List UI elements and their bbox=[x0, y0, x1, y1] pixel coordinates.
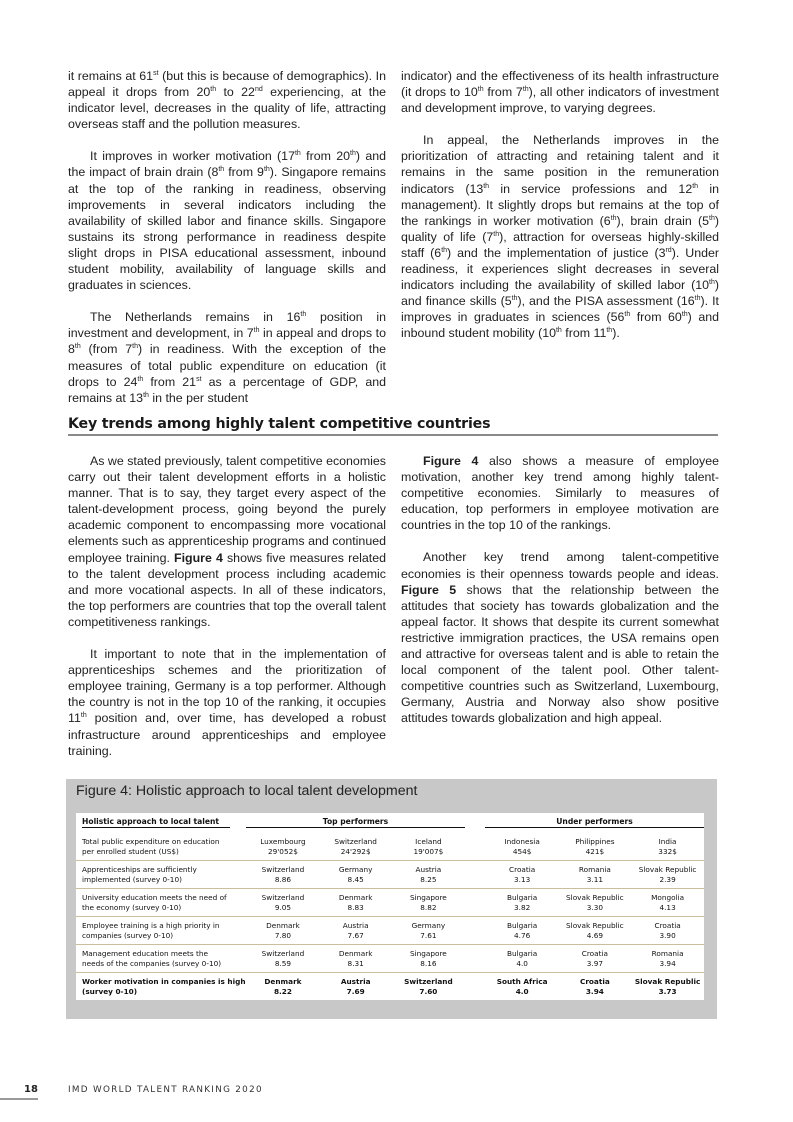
table-row bbox=[76, 944, 704, 972]
top-performer-cell: Austria 8.25 bbox=[415, 864, 442, 884]
top-performer-cell: Switzerland 7.60 bbox=[404, 976, 453, 996]
ordinal-suffix: th bbox=[624, 311, 631, 319]
ordinal-suffix: th bbox=[606, 327, 613, 335]
under-performer-cell: Croatia 3.13 bbox=[509, 864, 536, 884]
under-performer-cell: Croatia 3.97 bbox=[581, 948, 608, 968]
figure-reference: Figure 4 bbox=[174, 550, 223, 565]
under-performer-cell: Croatia 3.94 bbox=[579, 976, 610, 996]
table-row bbox=[76, 916, 704, 944]
under-performer-cell: South Africa 4.0 bbox=[496, 976, 548, 996]
page-number: 18 bbox=[24, 1084, 38, 1095]
ordinal-suffix: th bbox=[132, 343, 138, 351]
section-title: Key trends among highly talent competitive countries bbox=[68, 416, 718, 436]
top-performer-cell: Germany 7.61 bbox=[411, 920, 446, 940]
under-performer-cell: Croatia 3.90 bbox=[654, 920, 681, 940]
ordinal-suffix: th bbox=[511, 295, 518, 303]
paragraph: The Netherlands remains in 16th position in investment and development, in 7th in appeal and drops to 8th (from 7th) in readiness. With the exception of the measures of total public expenditure on education (it drops to 24th from 21st as a percentage of GDP, and remains at 13th in the per student bbox=[68, 310, 387, 405]
ordinal-suffix: st bbox=[196, 375, 202, 383]
ordinal-suffix: th bbox=[74, 343, 81, 351]
top-performer-cell: Singapore 8.16 bbox=[409, 948, 447, 968]
ordinal-suffix: th bbox=[218, 166, 225, 174]
figure-4 bbox=[66, 779, 717, 1019]
ordinal-suffix: th bbox=[143, 391, 149, 399]
under-performer-cell: Slovak Republic 2.39 bbox=[638, 864, 697, 884]
talent-table bbox=[76, 813, 704, 1000]
ordinal-suffix: nd bbox=[254, 86, 263, 94]
paragraph: Figure 4 also shows a measure of employee motivation, another key trend among highly talent-competitive economies. Similarly to measures of education, top performers in employee motivation are countries in the top 10 of the rankings. bbox=[401, 454, 719, 533]
table-row bbox=[76, 972, 704, 1000]
ordinal-suffix: th bbox=[694, 295, 701, 303]
bottom-left-column bbox=[68, 453, 386, 775]
paragraph: Another key trend among talent-competitive economies is their openness towards people and ideas. Figure 5 shows that the relationship between the attitudes that society has towards globalization and the appeal factor. It shows that despite its current somewhat restrictive immigration practices, the USA remains open and attractive for overseas talent and is able to retain the local component of the talent pool. Other talent-competitive countries such as Switzerland, Luxembourg, Germany, Austria and Norway also show positive attitudes towards globalization and high appeal. bbox=[401, 550, 719, 726]
table-row bbox=[76, 888, 704, 916]
table-header bbox=[76, 813, 704, 828]
top-performer-cell: Denmark 7.80 bbox=[266, 920, 300, 940]
under-performer-cell: Mongolia 4.13 bbox=[651, 892, 685, 912]
indicator-label: Apprenticeships are sufficiently implemented (survey 0-10) bbox=[82, 864, 197, 884]
under-performer-cell: Slovak Republic 3.73 bbox=[634, 976, 701, 996]
top-performer-cell: Denmark 8.83 bbox=[338, 892, 373, 912]
paragraph: As we stated previously, talent competitive economies carry out their talent development efforts in a holistic manner. That is to say, they target every aspect of the talent-development process, going beyond the purely academic component to encompassing more vocational elements such as apprenticeship programs and continued employee training. Figure 4 shows five measures related to the talent development process including academic and more vocational aspects. In all of these indicators, the top performers are countries that top the overall talent competitiveness rankings. bbox=[68, 454, 386, 629]
table-row bbox=[76, 860, 704, 888]
ordinal-suffix: th bbox=[477, 86, 484, 94]
ordinal-suffix: th bbox=[681, 311, 688, 319]
figure-reference: Figure 5 bbox=[401, 582, 457, 597]
table-body bbox=[76, 833, 704, 1000]
top-performer-cell: Switzerland 9.05 bbox=[261, 892, 305, 912]
top-performer-cell: Denmark 8.31 bbox=[338, 948, 373, 968]
paragraph: it remains at 61st (but this is because of demographics). In appeal it drops from 20th to 22nd experiencing, at the indicator level, decreases in the quality of life, attracting overseas staff and the pollution measures. bbox=[68, 69, 386, 132]
publication-title: IMD WORLD TALENT RANKING 2020 bbox=[68, 1085, 263, 1095]
ordinal-suffix: th bbox=[210, 86, 217, 94]
paragraph: indicator) and the effectiveness of its health infrastructure (it drops to 10th from 7th), all other indicators of investment and development improve, to varying degrees. bbox=[401, 69, 719, 116]
ordinal-suffix: th bbox=[350, 150, 356, 158]
under-performer-cell: Bulgaria 4.0 bbox=[507, 948, 538, 968]
top-performer-cell: Germany 8.45 bbox=[338, 864, 373, 884]
top-left-column bbox=[68, 68, 386, 422]
paragraph: It important to note that in the implementation of apprenticeships schemes and the prioritization of employee training, Germany is a top performer. Although the country is not in the top 10 of the ranking, it occupies 11th position and, over time, has developed a robust infrastructure around apprenticeships and employee training. bbox=[68, 647, 386, 758]
top-performer-cell: Denmark 8.22 bbox=[264, 976, 302, 996]
figure-title: Figure 4: Holistic approach to local talent development bbox=[76, 783, 418, 799]
paragraph: It improves in worker motivation (17th from 20th) and the impact of brain drain (8th from 9th). Singapore remains at the top of the ranking in readiness, observing improvements in several indicators including the availability of skilled labor and finance skills. Singapore sustains its strong performance in readiness despite slight drops in PISA educational assessment, inbound student mobility, availability of language skills and graduates in sciences. bbox=[68, 149, 386, 293]
under-performer-cell: Bulgaria 3.82 bbox=[507, 892, 538, 912]
top-performer-cell: Austria 7.67 bbox=[342, 920, 369, 940]
bottom-right-column bbox=[401, 453, 719, 743]
indicator-label: Management education meets the needs of the companies (survey 0-10) bbox=[82, 948, 222, 968]
under-performer-cell: Slovak Republic 3.30 bbox=[566, 892, 624, 912]
ordinal-suffix: th bbox=[300, 311, 307, 319]
ordinal-suffix: th bbox=[692, 182, 699, 190]
footer-rule bbox=[0, 1098, 38, 1100]
indicator-label: University education meets the need of the economy (survey 0-10) bbox=[82, 892, 227, 912]
ordinal-suffix: th bbox=[709, 214, 715, 222]
top-performer-cell: Singapore 8.82 bbox=[409, 892, 447, 912]
ordinal-suffix: th bbox=[80, 712, 87, 720]
ordinal-suffix: rd bbox=[665, 246, 672, 254]
header-top-performers: Top performers bbox=[246, 817, 465, 828]
ordinal-suffix: th bbox=[555, 327, 562, 335]
ordinal-suffix: st bbox=[153, 70, 159, 77]
indicator-label: Employee training is a high priority in companies (survey 0-10) bbox=[82, 920, 220, 940]
under-performer-cell: Romania 3.94 bbox=[651, 948, 684, 968]
ordinal-suffix: th bbox=[709, 279, 715, 287]
under-performer-cell: Slovak Republic 4.69 bbox=[566, 920, 624, 940]
top-performer-cell: Switzerland 24'292$ bbox=[334, 836, 377, 856]
top-performer-cell: Luxembourg 29'052$ bbox=[260, 836, 306, 856]
ordinal-suffix: th bbox=[610, 214, 617, 222]
ordinal-suffix: th bbox=[441, 246, 448, 254]
ordinal-suffix: th bbox=[137, 375, 144, 383]
ordinal-suffix: th bbox=[493, 230, 500, 238]
paragraph: In appeal, the Netherlands improves in the prioritization of attracting and retaining talent and it remains in the same position in the remuneration indicators (13th in service professions and 12th in management). It slightly drops but remains at the top of the rankings in worker motivation (6th), brain drain (5th) quality of life (7th), attraction for overseas highly-skilled staff (6th) and the implementation of justice (3rd). Under readiness, it experiences slight decreases in several indicators including the availability of skilled labor (10th) and finance skills (5th), and the PISA assessment (16th). It improves in graduates in sciences (56th from 60th) and inbound student mobility (10th from 11th). bbox=[401, 133, 720, 341]
header-under-performers: Under performers bbox=[485, 817, 704, 828]
top-performer-cell: Switzerland 8.86 bbox=[261, 864, 305, 884]
ordinal-suffix: th bbox=[522, 86, 529, 94]
under-performer-cell: India 332$ bbox=[658, 836, 677, 856]
under-performer-cell: Indonesia 454$ bbox=[504, 836, 540, 856]
table-row bbox=[76, 833, 704, 860]
top-right-column bbox=[401, 68, 719, 358]
top-performer-cell: Switzerland 8.59 bbox=[261, 948, 305, 968]
indicator-label: Worker motivation in companies is high (survey 0-10) bbox=[82, 976, 246, 996]
indicator-label: Total public expenditure on education per enrolled student (US$) bbox=[82, 836, 220, 856]
under-performer-cell: Philippines 421$ bbox=[575, 836, 615, 856]
under-performer-cell: Bulgaria 4.76 bbox=[507, 920, 538, 940]
ordinal-suffix: th bbox=[483, 182, 490, 190]
ordinal-suffix: th bbox=[253, 327, 260, 335]
header-indicator: Holistic approach to local talent bbox=[82, 817, 230, 828]
figure-reference: Figure 4 bbox=[423, 454, 479, 468]
top-performer-cell: Iceland 19'007$ bbox=[413, 836, 444, 856]
ordinal-suffix: th bbox=[263, 166, 270, 174]
top-performer-cell: Austria 7.69 bbox=[340, 976, 371, 996]
ordinal-suffix: th bbox=[294, 150, 301, 158]
under-performer-cell: Romania 3.11 bbox=[578, 864, 611, 884]
